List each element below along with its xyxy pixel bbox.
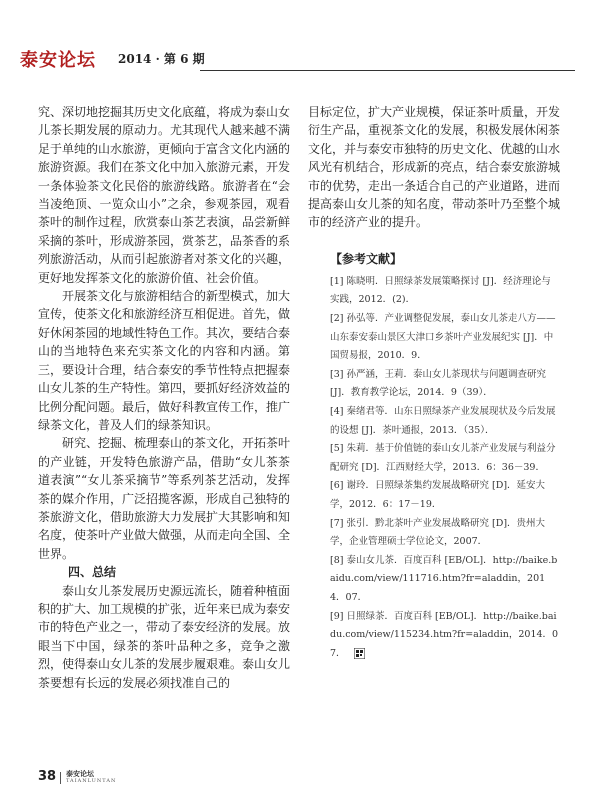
body-paragraph: 泰山女儿茶发展历史源远流长，随着种植面积的扩大、加工规模的扩张，近年来已成为泰安市的特色产业之一，带动了泰安经济的发展。放眼当下中国，绿茶的茶叶品种之多，竞争之激烈，使得泰山女儿茶的发展步履艰难。泰山女儿茶要想有长远的发展必须找准自己的 xyxy=(38,583,291,690)
reference-item: [5] 朱莉．基于价值链的泰山女儿茶产业发展与利益分配研究 [D]．江西财经大学，2013．6：36－39． xyxy=(330,443,556,473)
body-paragraph: 开展茶文化与旅游相结合的新型模式，加大宣传，使茶文化和旅游经济互相促进。首先，做好休闲茶园的地域性特色工作。其次，要结合泰山的当地特色来充实茶文化的内容和内涵。第三，要设计合理，结合泰安的季节性特点把握泰山女儿茶的生产特性。第四，要抓好经济效益的比例分配问题。最后，做好科教宣传工作，推广绿茶文化，普及人们的绿茶知识。 xyxy=(38,289,291,432)
reference-item: [2] 孙弘等．产业调整促发展，泰山女儿茶走八方——山东泰安泰山景区大津口乡茶叶产业发展纪实 [J]．中国贸易报，2010．9． xyxy=(330,313,556,362)
header-rule xyxy=(200,70,575,71)
reference-item: [4] 秦绪君等．山东日照绿茶产业发展现状及今后发展的设想 [J]．茶叶通报，2013．（35）． xyxy=(330,406,556,436)
body-paragraph: 研究、挖掘、梳理泰山的茶文化，开拓茶叶的产业链，开发特色旅游产品，借助“女儿茶茶道表演”“女儿茶采摘节”等系列茶艺活动，发挥茶的媒介作用，广泛招揽客源，形成自己独特的茶旅游文化，借助旅游大力发展扩大其影响和知名度，使茶叶产业做大做强，从而走向全国、全世界。 xyxy=(38,436,291,561)
body-paragraph: 目标定位，扩大产业规模，保证茶叶质量，开发衍生产品，重视茶文化的发展，积极发展休闲茶文化，并与泰安市独特的历史文化、优越的山水风光有机结合，形成新的亮点，结合泰安旅游城市的优势，走出一条适合自己的产业道路，进而提高泰山女儿茶的知名度，带动茶叶乃至整个城市的经济产业的提升。 xyxy=(308,105,561,230)
reference-item: [7] 张引．黔北茶叶产业发展战略研究 [D]．贵州大学，企业管理硕士学位论文，2007． xyxy=(330,517,546,548)
reference-item: [8] 泰山女儿茶．百度百科 [EB/OL]．http://baike.baidu.com/view/111716.htm?fr=aladdin，2014．07． xyxy=(330,554,558,603)
page-header xyxy=(20,50,575,78)
issue-label: 2014 · 第 6 期 xyxy=(118,52,205,66)
journal-title: 泰安论坛 xyxy=(20,50,96,71)
reference-item: [3] 孙严涵，王莉．泰山女儿茶现状与问题调查研究 [J]．教育教学论坛，2014．9（39）． xyxy=(330,368,546,399)
reference-item xyxy=(330,608,560,664)
page-number: 38 xyxy=(38,769,57,784)
right-column xyxy=(308,103,560,663)
reference-item: [1] 陈晓明．日照绿茶发展策略探讨 [J]．经济理论与实践，2012．(2)． xyxy=(330,275,551,306)
body-paragraph: 究、深切地挖掘其历史文化底蕴，将成为泰山女儿茶长期发展的原动力。尤其现代人越来越不满足于单纯的山水旅游，更倾向于富含文化内涵的旅游资源。我们在茶文化中加入旅游元素，开发一条体验茶文化民俗的旅游线路。旅游者在“会当凌绝顶、一览众山小”之余，参观茶园，观看茶叶的制作过程，欣赏泰山茶艺表演，品尝新鲜采摘的茶叶，形成游茶园，赏茶艺，品茶香的系列旅游活动，从而引起旅游者对茶文化的兴趣，更好地发挥茶文化的旅游价值、社会价值。 xyxy=(38,105,291,285)
footer-divider xyxy=(60,772,61,784)
reference-item: [6] 谢玲．日照绿茶集约发展战略研究 [D]．延安大学，2012．6：17－19． xyxy=(330,480,546,510)
section-heading: 四、总结 xyxy=(68,565,117,580)
references-heading: 【参考文献】 xyxy=(330,251,403,266)
footer-journal-name-en: TAIANLUNTAN xyxy=(66,778,117,784)
left-column xyxy=(38,103,290,692)
footer-journal-name: 泰安论坛 xyxy=(66,769,94,778)
qr-code-icon xyxy=(354,648,365,659)
reference-text: [9] 日照绿茶．百度百科 [EB/OL]．http://baike.baidu.com/view/115234.htm?fr=aladdin，2014．07． xyxy=(330,610,559,659)
